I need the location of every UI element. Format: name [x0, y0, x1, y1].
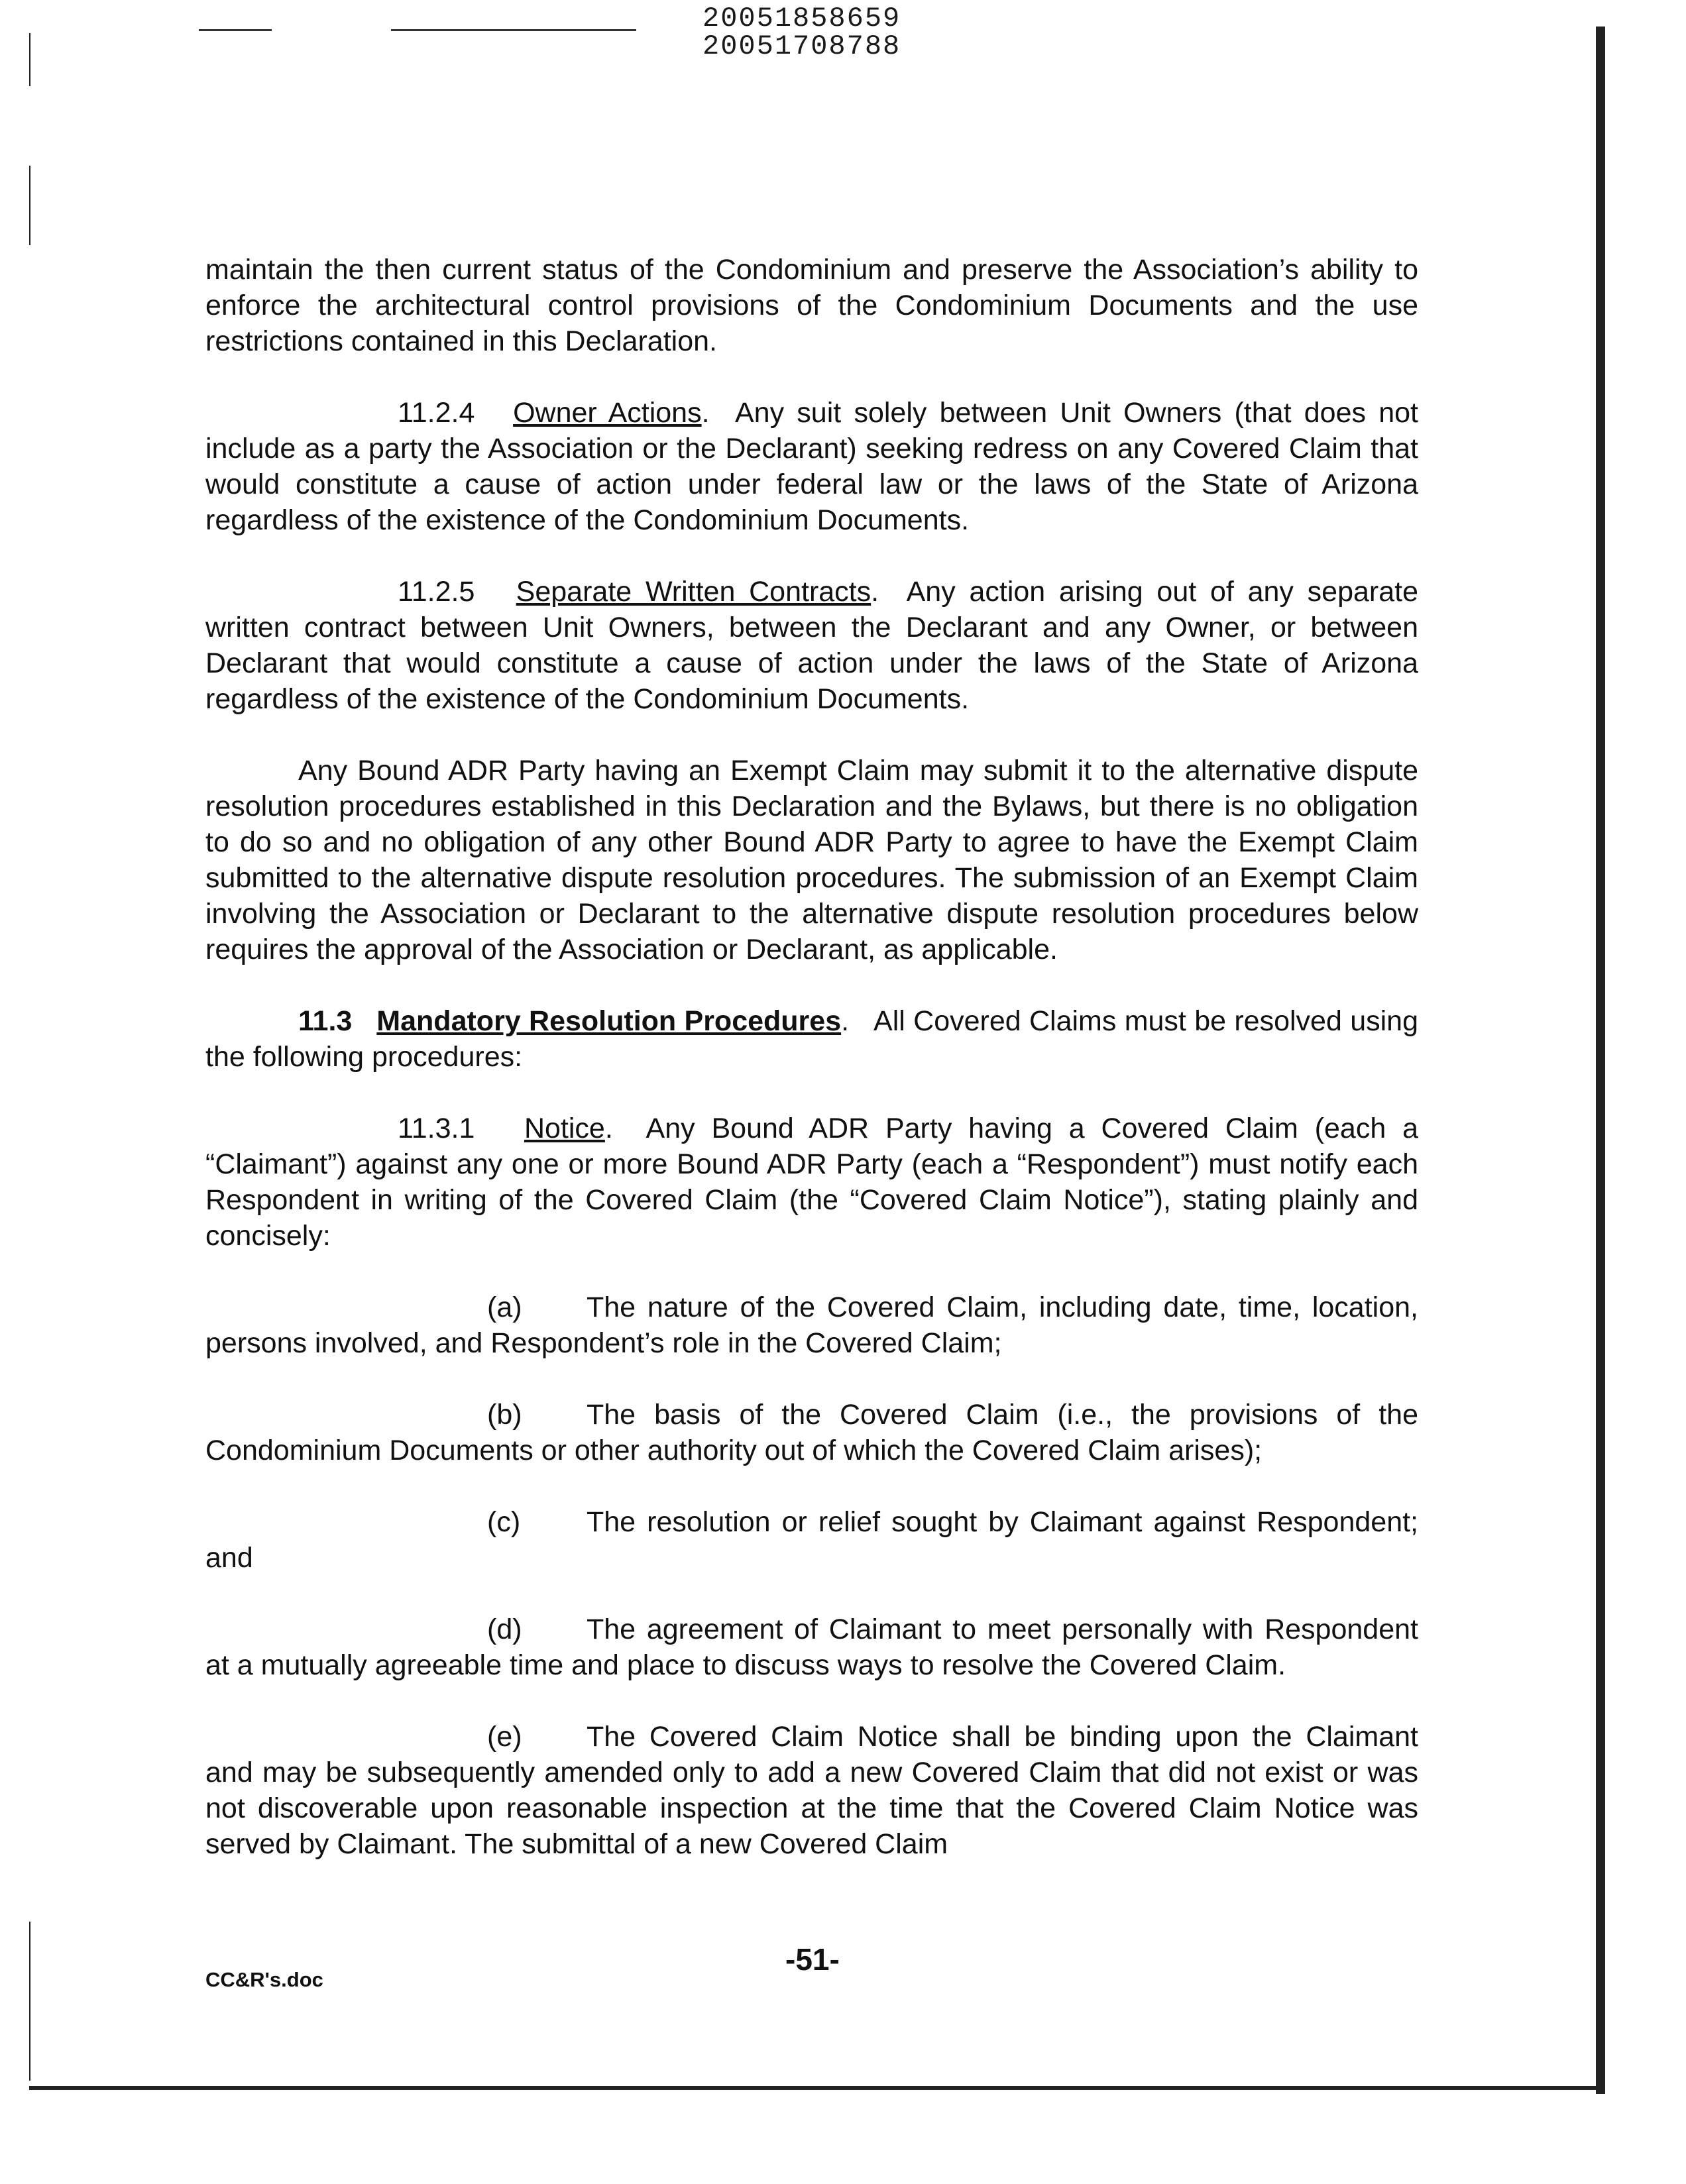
section-number: 11.3.1: [398, 1113, 475, 1144]
item-text: The basis of the Covered Claim (i.e., the provisions of the Condominium Documents or other authority out of which the Covered Claim arises);: [205, 1399, 1418, 1466]
item-text: The Covered Claim Notice shall be binding upon the Claimant and may be subsequently amended only to add a new Covered Claim that did not exist or was not discoverable upon reasonable inspection at the time that the Covered Claim Notice was served by Claimant. The submittal of a new Covered Claim: [205, 1721, 1418, 1860]
right-page-border: [1596, 27, 1605, 2094]
section-text: Any suit solely between Unit Owners (that does not include as a party the Association or the Declarant) seeking redress on any Covered Claim that would constitute a cause of action under federal law or the laws of the State of Arizona regardless of the existence of the Condominium Documents.: [205, 397, 1418, 536]
top-left-rule-2: [391, 29, 636, 31]
top-left-rule-1: [199, 29, 272, 31]
document-body: [205, 252, 1418, 1862]
section-text: Any Bound ADR Party having a Covered Claim (each a “Claimant”) against any one or more Bound ADR Party (each a “Respondent”) must notify each Respondent in writing of the Covered Claim (the “Covered Claim Notice”), stating plainly and concisely:: [205, 1113, 1419, 1252]
document-number-2: 20051708788: [702, 30, 901, 62]
section-11-3-1: 11.3.1 Notice. Any Bound ADR Party having a Covered Claim (each a “Claimant”) against any one or more Bound ADR Party (each a “Respondent”) must notify each Respondent in writing of the Covered Claim (the “Covered Claim Notice”), stating plainly and concisely:: [205, 1113, 1419, 1252]
section-11-2-5: 11.2.5 Separate Written Contracts. Any action arising out of any separate written contract between Unit Owners, between the Declarant and any Owner, or between Declarant that would constitute a cause of action under the laws of the State of Arizona regardless of the existence of the Condominium Documents.: [205, 576, 1419, 715]
section-number: 11.2.4: [398, 397, 475, 429]
section-number: 11.3: [298, 1005, 353, 1037]
section-heading: Notice: [524, 1113, 605, 1144]
bottom-page-border: [29, 2086, 1605, 2090]
list-item-c: [205, 1504, 1418, 1576]
section-heading: Mandatory Resolution Procedures: [376, 1005, 842, 1037]
item-label: (e): [487, 1721, 522, 1753]
left-scan-mark-1: [29, 33, 30, 86]
paragraph-text: Any Bound ADR Party having an Exempt Claim may submit it to the alternative dispute resolution procedures established in this Declaration and the Bylaws, but there is no obligation to do so and no obligation of any other Bound ADR Party to agree to have the Exempt Claim submitted to the alternative dispute resolution procedures. The submission of an Exempt Claim involving the Association or Declarant to the alternative dispute resolution procedures below requires the approval of the Association or Declarant, as applicable.: [205, 755, 1418, 965]
paragraph-continuation: maintain the then current status of the Condominium and preserve the Association’s ability to enforce the architectural control provisions of the Condominium Documents and the use restrictions contained in this Declaration.: [205, 254, 1418, 357]
section-11-3: 11.3 Mandatory Resolution Procedures. All Covered Claims must be resolved using the following procedures:: [205, 1005, 1418, 1073]
footer-file-name: CC&R's.doc: [205, 1968, 323, 1991]
section-number: 11.2.5: [398, 576, 475, 608]
item-label: (d): [487, 1613, 522, 1645]
left-scan-mark-3: [29, 1922, 30, 2081]
item-text: The agreement of Claimant to meet personally with Respondent at a mutually agreeable time and place to discuss ways to resolve the Covered Claim.: [205, 1613, 1418, 1681]
section-heading: Owner Actions: [513, 397, 702, 429]
section-text: Any action arising out of any separate written contract between Unit Owners, between the Declarant and any Owner, or between Declarant that would constitute a cause of action under the laws of the State of Arizona regardless of the existence of the Condominium Documents.: [205, 576, 1419, 715]
item-label: (a): [487, 1291, 522, 1323]
document-number-1: 20051858659: [702, 3, 901, 34]
section-heading: Separate Written Contracts: [516, 576, 871, 608]
item-label: (b): [487, 1399, 522, 1431]
item-text: The nature of the Covered Claim, including date, time, location, persons involved, and Respondent’s role in the Covered Claim;: [205, 1291, 1418, 1359]
list-item-b: [205, 1397, 1418, 1468]
section-text: All Covered Claims must be resolved using the following procedures:: [205, 1005, 1418, 1073]
list-item-a: [205, 1289, 1418, 1361]
list-item-e: [205, 1719, 1418, 1862]
section-11-2-4: 11.2.4 Owner Actions. Any suit solely between Unit Owners (that does not include as a party the Association or the Declarant) seeking redress on any Covered Claim that would constitute a cause of action under federal law or the laws of the State of Arizona regardless of the existence of the Condominium Documents.: [205, 397, 1418, 536]
exempt-claim-paragraph: [205, 753, 1418, 967]
page-number: -51-: [785, 1942, 840, 1977]
list-item-d: [205, 1611, 1418, 1683]
left-scan-mark-2: [29, 166, 30, 245]
item-text: The resolution or relief sought by Claimant against Respondent; and: [205, 1506, 1418, 1574]
item-label: (c): [487, 1506, 521, 1538]
